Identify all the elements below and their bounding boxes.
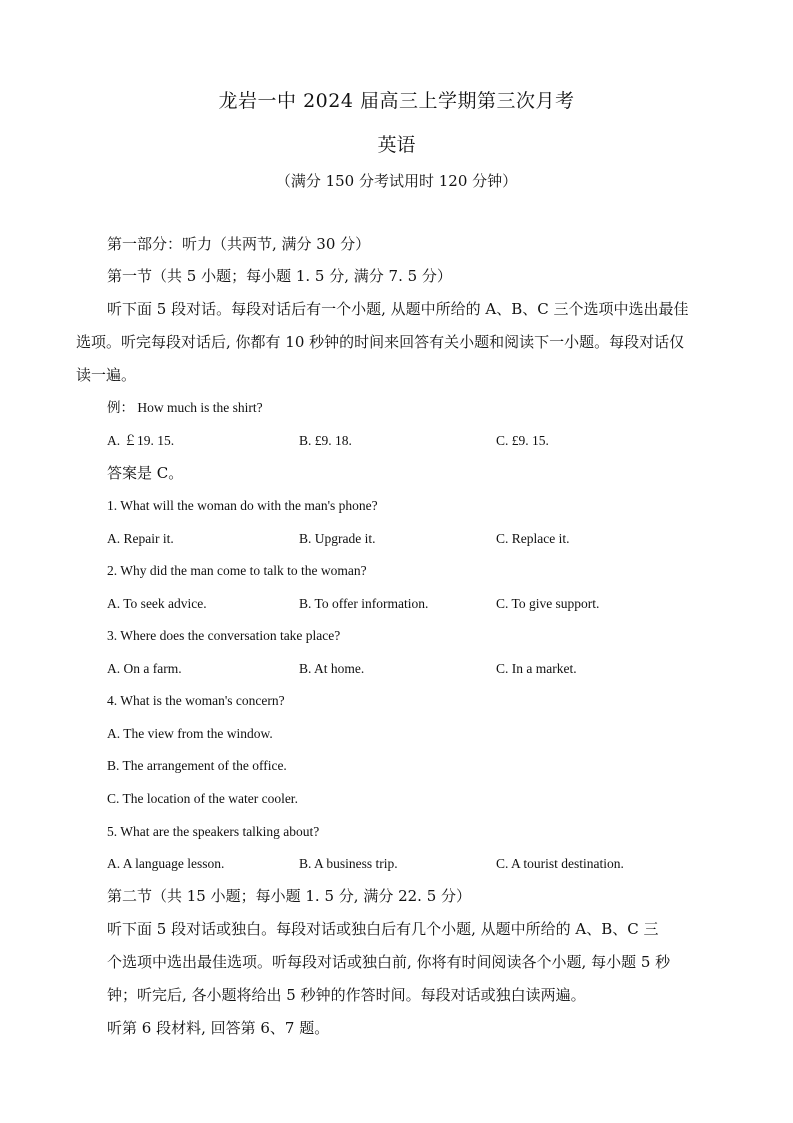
section1-instruction-line: 选项。听完每段对话后, 你都有 10 秒钟的时间来回答有关小题和阅读下一小题。每段对话仅 <box>76 333 685 351</box>
question-2: 2. Why did the man come to talk to the woman? <box>107 563 367 578</box>
section1-instruction-line: 读一遍。 <box>76 366 137 384</box>
question-5-option-c: C. A tourist destination. <box>496 856 624 871</box>
question-5-option-b: B. A business trip. <box>299 856 398 871</box>
example-answer: 答案是 C。 <box>107 464 184 482</box>
example-option-b: B. £9. 18. <box>299 433 352 448</box>
question-3: 3. Where does the conversation take place? <box>107 628 341 643</box>
example-option-a: A. ￡19. 15. <box>107 433 175 448</box>
question-4-option-b: B. The arrangement of the office. <box>107 758 287 773</box>
subject-title: 英语 <box>377 134 416 156</box>
section1-instruction-line: 听下面 5 段对话。每段对话后有一个小题, 从题中所给的 A、B、C 三个选项中选出最佳 <box>107 300 689 318</box>
question-4-option-a: A. The view from the window. <box>107 726 273 741</box>
question-1: 1. What will the woman do with the man's phone? <box>107 498 378 513</box>
section2-instruction-line: 个选项中选出最佳选项。听每段对话或独白前, 你将有时间阅读各个小题, 每小题 5 秒 <box>107 953 671 971</box>
question-5: 5. What are the speakers talking about? <box>107 824 320 839</box>
question-1-option-c: C. Replace it. <box>496 531 570 546</box>
question-3-option-b: B. At home. <box>299 661 365 676</box>
question-3-option-c: C. In a market. <box>496 661 577 676</box>
question-2-option-c: C. To give support. <box>496 596 600 611</box>
section2-instruction-line: 钟；听完后, 各小题将给出 5 秒钟的作答时间。每段对话或独白读两遍。 <box>107 986 586 1004</box>
example-question: 例： How much is the shirt? <box>107 400 263 415</box>
material-prompt: 听第 6 段材料, 回答第 6、7 题。 <box>107 1019 330 1037</box>
exam-title: 龙岩一中 2024 届高三上学期第三次月考 <box>218 90 575 112</box>
section2-heading: 第二节（共 15 小题；每小题 1. 5 分, 满分 22. 5 分） <box>107 887 472 905</box>
example-option-c: C. £9. 15. <box>496 433 549 448</box>
question-1-option-b: B. Upgrade it. <box>299 531 376 546</box>
question-1-option-a: A. Repair it. <box>107 531 174 546</box>
question-3-option-a: A. On a farm. <box>107 661 182 676</box>
question-4: 4. What is the woman's concern? <box>107 693 285 708</box>
section2-instruction-line: 听下面 5 段对话或独白。每段对话或独白后有几个小题, 从题中所给的 A、B、C 三 <box>107 920 659 938</box>
score-time-note: （满分 150 分考试用时 120 分钟） <box>275 172 518 190</box>
question-2-option-b: B. To offer information. <box>299 596 429 611</box>
section1-heading: 第一节（共 5 小题；每小题 1. 5 分, 满分 7. 5 分） <box>107 267 452 285</box>
question-2-option-a: A. To seek advice. <box>107 596 207 611</box>
question-4-option-c: C. The location of the water cooler. <box>107 791 298 806</box>
question-5-option-a: A. A language lesson. <box>107 856 225 871</box>
part1-heading: 第一部分：听力（共两节, 满分 30 分） <box>107 235 371 253</box>
